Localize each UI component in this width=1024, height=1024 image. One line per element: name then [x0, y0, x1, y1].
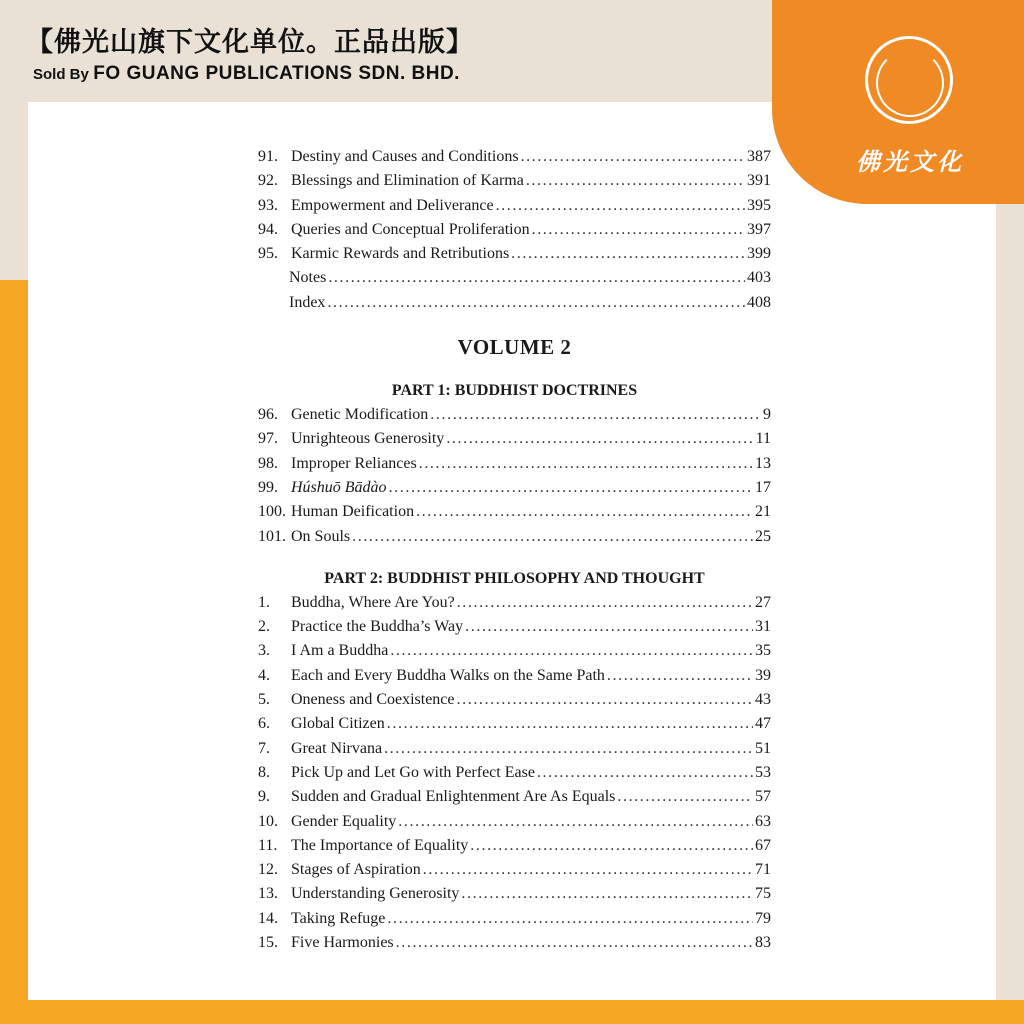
toc-entry	[258, 639, 771, 663]
toc-title: On Souls	[291, 527, 351, 545]
toc-entry	[258, 882, 771, 906]
toc-number: 98.	[258, 454, 278, 472]
toc-entry	[258, 858, 771, 882]
toc-title: Unrighteous Generosity	[291, 430, 445, 448]
toc-entry	[258, 218, 771, 242]
toc-section-part2	[258, 591, 771, 955]
toc-entry	[258, 427, 771, 451]
toc-page: 39	[755, 666, 771, 684]
toc-entry	[258, 403, 771, 427]
toc-title: Genetic Modification	[291, 406, 429, 424]
toc-number: 4.	[258, 666, 270, 684]
part-heading: PART 1: BUDDHIST DOCTRINES	[391, 382, 638, 400]
toc-page: 79	[755, 909, 771, 927]
toc-entry	[258, 737, 771, 761]
toc-number: 96.	[258, 406, 278, 424]
toc-number: 101.	[258, 527, 286, 545]
toc-page: 387	[747, 148, 771, 165]
toc-page: 35	[755, 642, 771, 660]
toc-number: 8.	[258, 763, 270, 781]
toc-entry	[258, 664, 771, 688]
toc-number: 7.	[258, 739, 270, 757]
part-heading: PART 2: BUDDHIST PHILOSOPHY AND THOUGHT	[324, 569, 705, 587]
toc-title: Improper Reliances	[291, 454, 417, 472]
toc-page: 13	[755, 454, 771, 472]
toc-title: Oneness and Coexistence	[291, 691, 455, 709]
toc-page: 408	[747, 293, 771, 311]
toc-page: 9	[763, 406, 771, 424]
toc-page: 25	[755, 527, 771, 545]
banner-title: 【佛光山旗下文化单位。正品出版】	[26, 27, 474, 58]
toc-page: 63	[755, 812, 771, 830]
toc-entry	[258, 525, 771, 549]
toc-number: 99.	[258, 478, 278, 496]
toc-title: The Importance of Equality	[291, 836, 469, 854]
publisher-name: FO GUANG PUBLICATIONS SDN. BHD.	[93, 63, 460, 84]
toc-number: 1.	[258, 593, 270, 611]
toc-number: 13.	[258, 885, 278, 903]
toc-page: 403	[747, 269, 771, 287]
toc-number: 93.	[258, 196, 278, 214]
toc-section-volume1-end	[258, 145, 771, 315]
toc-number: 12.	[258, 861, 278, 879]
toc-entry	[258, 907, 771, 931]
brand-badge	[772, 0, 1024, 204]
toc-title: I Am a Buddha	[291, 642, 389, 660]
toc-number: 5.	[258, 691, 270, 709]
toc-title: Understanding Generosity	[291, 885, 460, 903]
toc-page: 31	[755, 618, 771, 636]
toc-title: Húshuō Bādào	[291, 478, 387, 496]
brand-logo-text: 佛光文化	[856, 147, 964, 176]
toc-title: Gender Equality	[291, 812, 397, 830]
toc-number: 11.	[258, 836, 278, 854]
toc-title: Blessings and Elimination of Karma	[291, 172, 524, 190]
toc-title: Empowerment and Deliverance	[291, 196, 494, 214]
toc-page: 47	[755, 715, 771, 733]
toc-number: 9.	[258, 788, 270, 806]
toc-title: Each and Every Buddha Walks on the Same Path	[291, 666, 605, 684]
toc-page: 395	[747, 196, 771, 214]
table-of-contents	[258, 145, 771, 955]
toc-entry	[258, 242, 771, 266]
toc-page: 391	[747, 172, 771, 190]
toc-title: Stages of Aspiration	[291, 861, 421, 879]
toc-title: Sudden and Gradual Enlightenment Are As Equals	[291, 788, 616, 806]
toc-title: Taking Refuge	[291, 909, 386, 927]
toc-number: 97.	[258, 430, 278, 448]
toc-entry	[258, 615, 771, 639]
bottom-accent-strip	[0, 1000, 1024, 1024]
toc-page: 51	[755, 739, 771, 757]
toc-entry	[258, 169, 771, 193]
toc-page: 399	[747, 245, 771, 263]
toc-number: 2.	[258, 618, 270, 636]
toc-entry	[258, 476, 771, 500]
toc-page: 397	[747, 220, 771, 238]
toc-section-part1	[258, 403, 771, 549]
toc-entry	[258, 688, 771, 712]
toc-title: Karmic Rewards and Retributions	[291, 245, 510, 263]
sun-logo-icon	[865, 36, 953, 124]
toc-number: 3.	[258, 642, 270, 660]
sold-by-label: Sold By	[33, 66, 89, 83]
toc-page: 67	[755, 836, 771, 854]
toc-title: Five Harmonies	[291, 934, 394, 952]
toc-entry	[258, 194, 771, 218]
toc-entry	[258, 145, 771, 169]
toc-number: 95.	[258, 245, 278, 263]
toc-title: Pick Up and Let Go with Perfect Ease	[291, 763, 535, 781]
toc-entry	[258, 500, 771, 524]
sold-by-line	[33, 63, 460, 85]
toc-title: Practice the Buddha’s Way	[291, 618, 464, 636]
toc-page: 75	[755, 885, 771, 903]
toc-number: 14.	[258, 909, 278, 927]
toc-number: 91.	[258, 148, 278, 165]
toc-title: Queries and Conceptual Proliferation	[291, 220, 530, 238]
toc-entry	[258, 931, 771, 955]
toc-entry	[258, 452, 771, 476]
toc-entry	[258, 834, 771, 858]
toc-page: 57	[755, 788, 771, 806]
toc-title: Global Citizen	[291, 715, 385, 733]
toc-title: Great Nirvana	[291, 739, 383, 757]
toc-entry	[258, 591, 771, 615]
toc-entry-index	[258, 291, 771, 315]
toc-title: Index	[289, 293, 326, 311]
toc-page: 21	[755, 503, 771, 521]
toc-page: 27	[755, 593, 771, 611]
toc-number: 6.	[258, 715, 270, 733]
toc-page: 71	[755, 861, 771, 879]
toc-title: Notes	[289, 269, 327, 287]
toc-entry-notes	[258, 266, 771, 290]
toc-page: 43	[755, 691, 771, 709]
toc-number: 92.	[258, 172, 278, 190]
toc-number: 10.	[258, 812, 278, 830]
volume-heading: VOLUME 2	[457, 335, 572, 360]
toc-title: Destiny and Causes and Conditions	[291, 148, 519, 165]
toc-entry	[258, 761, 771, 785]
toc-page: 11	[755, 430, 771, 448]
toc-page: 83	[755, 934, 771, 952]
toc-number: 94.	[258, 220, 278, 238]
toc-entry	[258, 785, 771, 809]
toc-entry	[258, 712, 771, 736]
toc-number: 15.	[258, 934, 278, 952]
toc-entry	[258, 810, 771, 834]
toc-number: 100.	[258, 503, 286, 521]
toc-title: Human Deification	[291, 503, 415, 521]
toc-title: Buddha, Where Are You?	[291, 593, 455, 611]
toc-page: 53	[755, 763, 771, 781]
toc-page: 17	[755, 478, 771, 496]
